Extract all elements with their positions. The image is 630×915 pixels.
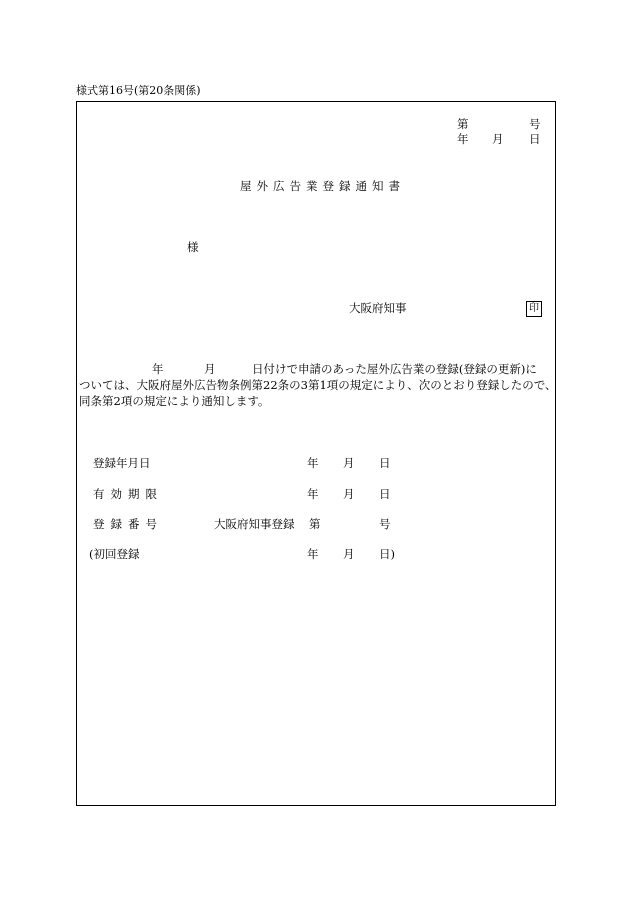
doc-date-year: 年	[457, 132, 469, 146]
doc-number-prefix: 第	[457, 117, 469, 131]
initial-registration-month: 月	[343, 547, 355, 561]
body-month: 月	[204, 362, 216, 376]
validity-period-day: 日	[379, 487, 391, 501]
registration-number-go: 号	[379, 517, 391, 531]
doc-date-month: 月	[492, 132, 504, 146]
registration-number-prefix: 大阪府知事登録	[214, 517, 295, 531]
registration-number-label: 登録番号	[93, 517, 163, 531]
registration-date-label: 登録年月日	[93, 456, 151, 470]
registration-date-day: 日	[379, 456, 391, 470]
doc-number-suffix: 号	[529, 117, 541, 131]
document-title: 屋外広告業登録通知書	[240, 179, 405, 193]
body-line-2: ついては、大阪府屋外広告物条例第22条の3第1項の規定により、次のとおり登録したので、	[79, 378, 557, 392]
validity-period-label: 有効期限	[93, 487, 163, 501]
registration-date-year: 年	[307, 456, 319, 470]
registration-number-dai: 第	[309, 517, 321, 531]
issuer-name: 大阪府知事	[349, 301, 407, 315]
body-line-1: 日付けで申請のあった屋外広告業の登録(登録の更新)に	[252, 362, 537, 376]
initial-registration-day: 日)	[379, 547, 395, 561]
form-frame	[76, 101, 556, 806]
form-number-label: 様式第16号(第20条関係)	[76, 84, 201, 97]
registration-date-month: 月	[343, 456, 355, 470]
validity-period-month: 月	[343, 487, 355, 501]
addressee-suffix: 様	[187, 240, 199, 254]
initial-registration-year: 年	[307, 547, 319, 561]
validity-period-year: 年	[307, 487, 319, 501]
body-year: 年	[152, 362, 164, 376]
seal-mark: 印	[526, 301, 542, 317]
initial-registration-label: (初回登録	[89, 547, 140, 561]
doc-date-day: 日	[529, 132, 541, 146]
body-line-3: 同条第2項の規定により通知します。	[79, 394, 270, 408]
